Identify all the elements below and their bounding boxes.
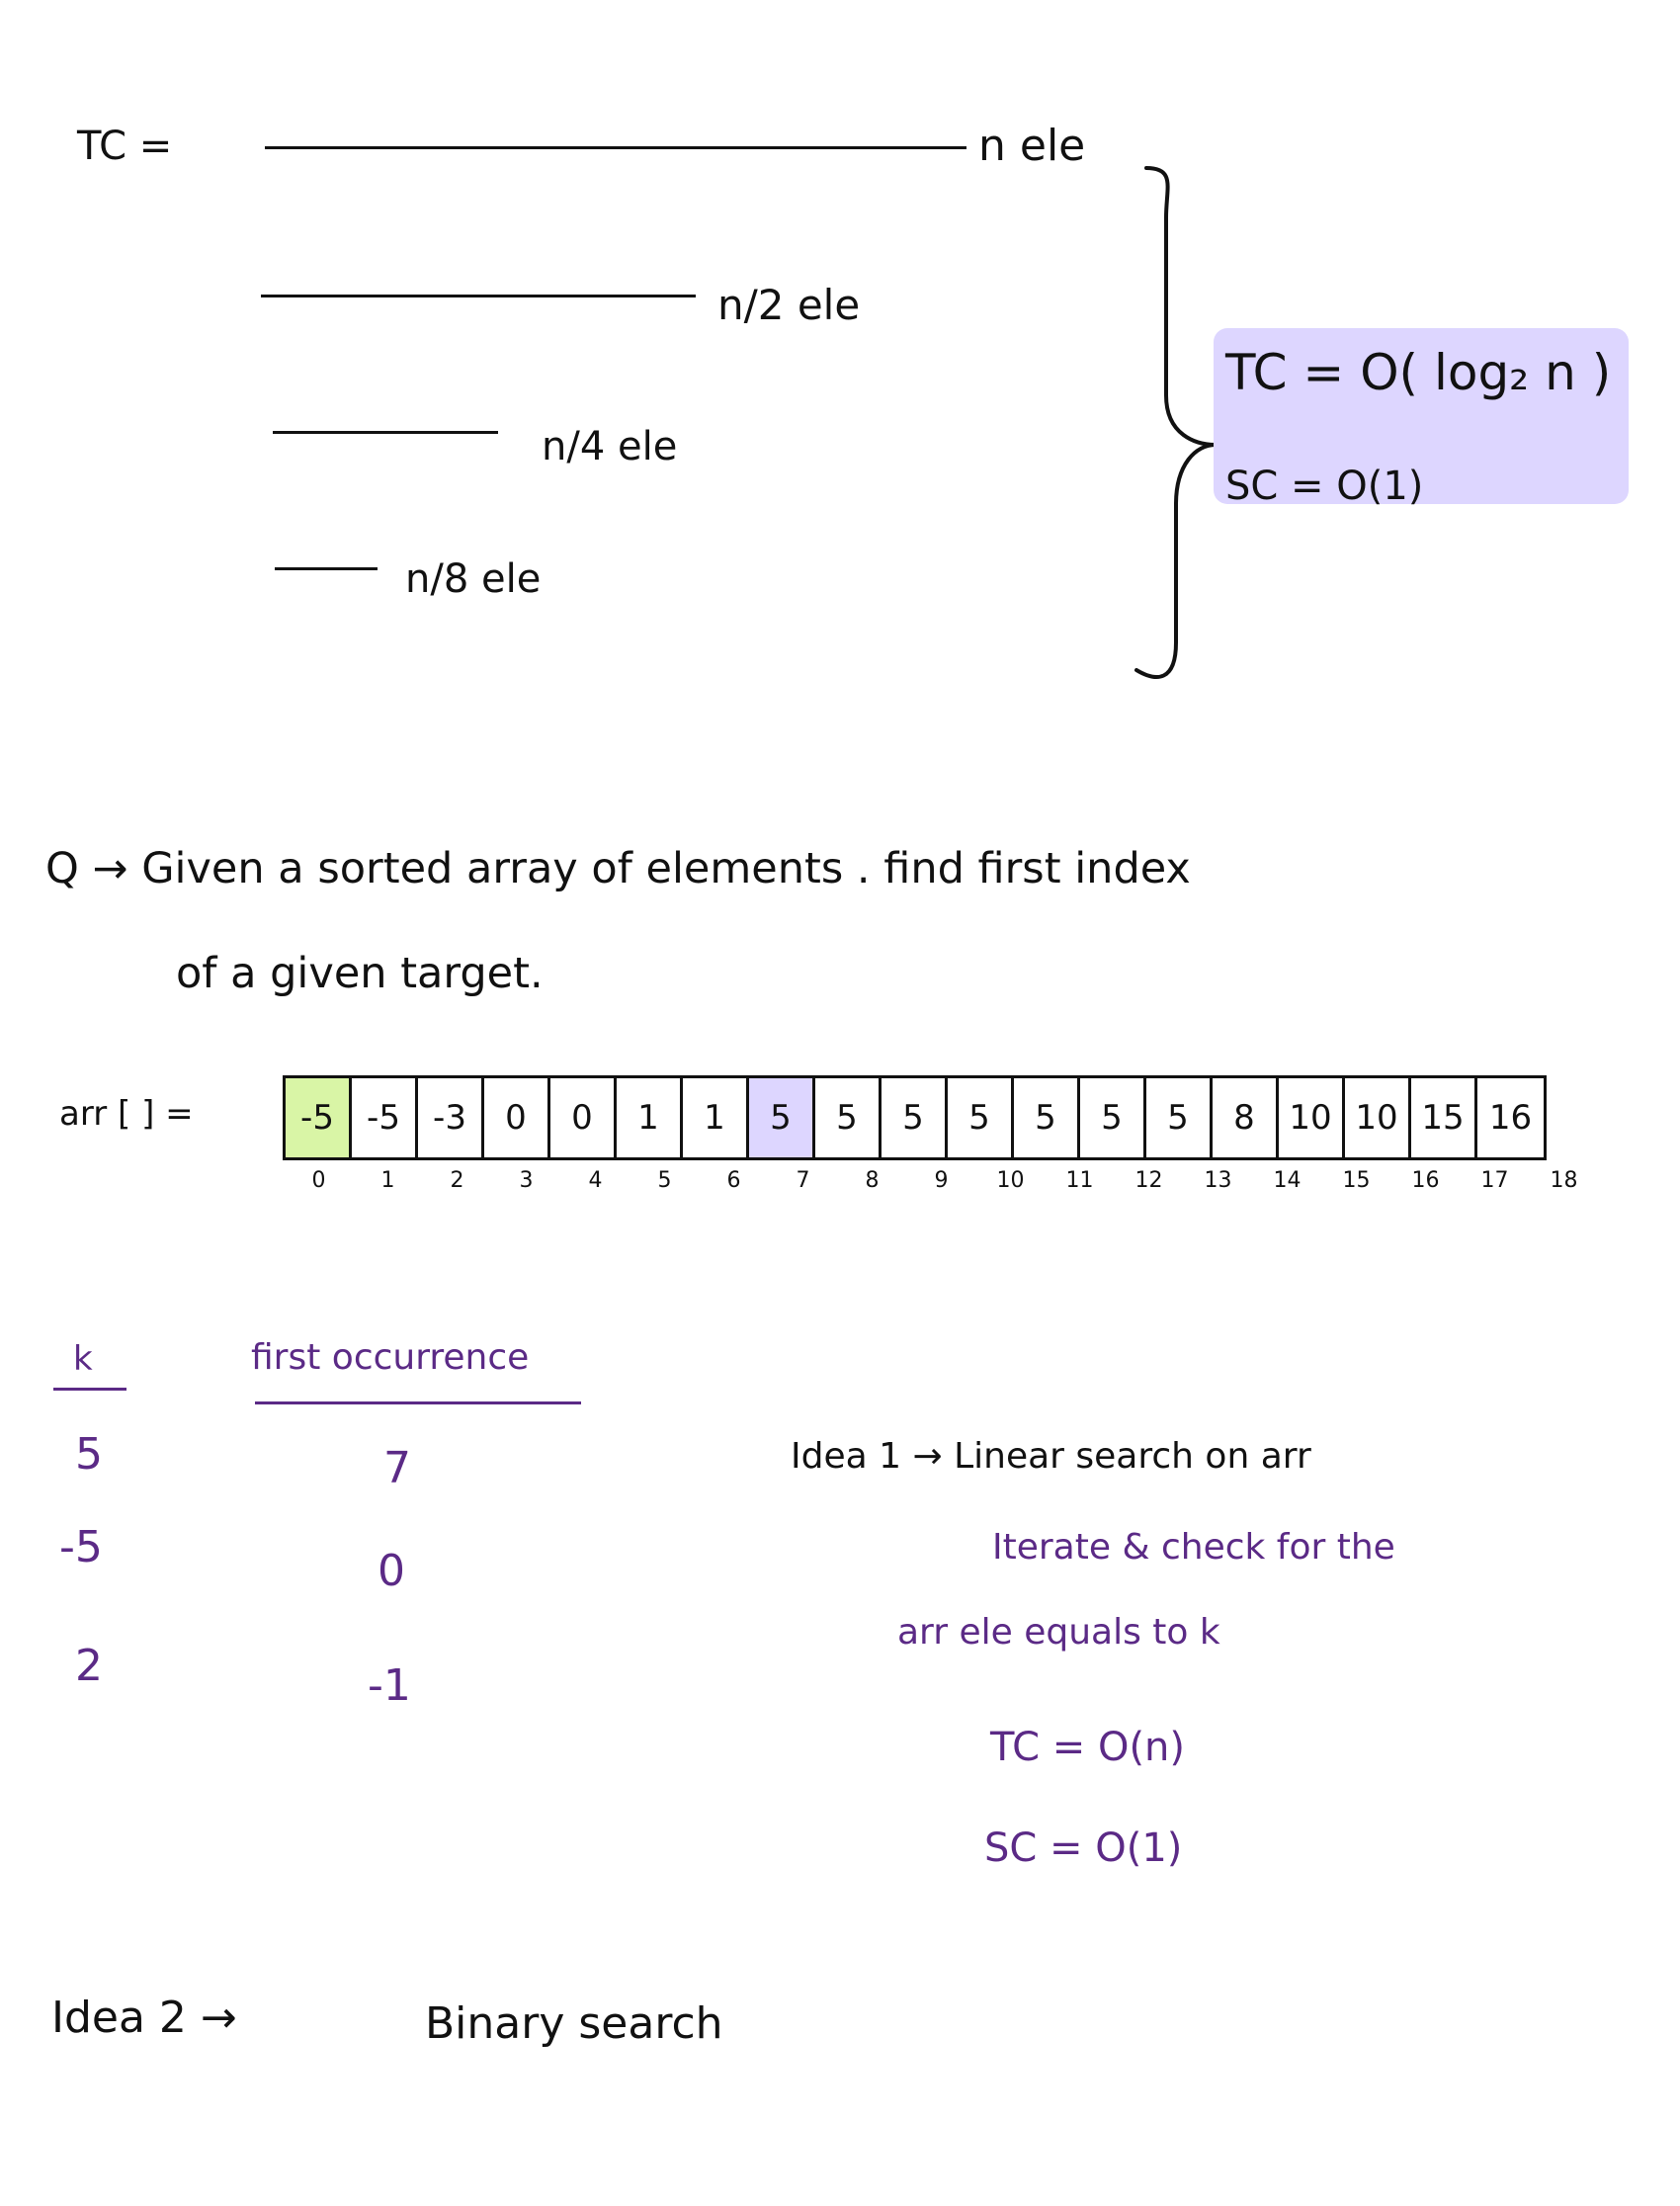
array-index: 9 xyxy=(934,1168,949,1193)
idea2-method: Binary search xyxy=(425,1998,723,2049)
array-cell: 10 xyxy=(1279,1078,1345,1157)
idea1-title: Idea 1 → Linear search on arr xyxy=(791,1436,1311,1477)
idea2-title: Idea 2 → xyxy=(51,1993,237,2043)
array-cell: 5 xyxy=(1014,1078,1080,1157)
level-label-3: n/4 ele xyxy=(542,424,678,469)
array-cell: -3 xyxy=(418,1078,484,1157)
level-line-2 xyxy=(261,295,696,297)
array-index: 13 xyxy=(1204,1168,1232,1193)
array-index: 7 xyxy=(796,1168,810,1193)
level-line-1 xyxy=(265,146,966,149)
array-cell: 1 xyxy=(683,1078,749,1157)
array-index: 14 xyxy=(1273,1168,1302,1193)
array-cell: 0 xyxy=(484,1078,550,1157)
array-index: 5 xyxy=(657,1168,672,1193)
table-header-k: k xyxy=(73,1339,93,1379)
array-cell: 5 xyxy=(1080,1078,1146,1157)
curly-brace-icon xyxy=(1087,148,1225,702)
table-row-2-k: -5 xyxy=(59,1522,103,1572)
array-index: 2 xyxy=(450,1168,464,1193)
array-index: 12 xyxy=(1134,1168,1163,1193)
array-index: 17 xyxy=(1480,1168,1509,1193)
array-cells xyxy=(283,1075,1547,1160)
array-cell: 16 xyxy=(1488,1098,1533,1138)
array-cell: 5 xyxy=(1146,1078,1213,1157)
array-cell: 5 xyxy=(882,1078,948,1157)
question-line-1: Q → Given a sorted array of elements . find first index xyxy=(45,844,1191,893)
level-label-2: n/2 ele xyxy=(717,281,861,329)
array-cell: 10 xyxy=(1345,1078,1411,1157)
level-label-4: n/8 ele xyxy=(405,556,542,602)
array-index: 16 xyxy=(1411,1168,1440,1193)
level-label-1: n ele xyxy=(978,121,1086,171)
array-cell: 5 xyxy=(749,1078,815,1157)
array-cell: -5 xyxy=(352,1078,418,1157)
array-cell: 5 xyxy=(948,1078,1014,1157)
complexity-tc: TC = O( log₂ n ) xyxy=(1225,344,1612,401)
array-cell: -5 xyxy=(286,1078,352,1157)
array-index: 8 xyxy=(865,1168,880,1193)
array-index: 4 xyxy=(588,1168,603,1193)
array-index: 1 xyxy=(380,1168,395,1193)
table-row-3-k: 2 xyxy=(75,1641,103,1691)
array-cell: 0 xyxy=(550,1078,617,1157)
array-index: 18 xyxy=(1550,1168,1578,1193)
array-index: 3 xyxy=(519,1168,534,1193)
level-line-3 xyxy=(273,431,498,434)
table-header-first: first occurrence xyxy=(251,1337,530,1378)
idea1-line-1: Iterate & check for the xyxy=(992,1527,1395,1568)
table-header-first-underline xyxy=(255,1401,581,1404)
table-row-2-first: 0 xyxy=(378,1546,405,1596)
table-row-1-k: 5 xyxy=(75,1429,103,1480)
array-index: 15 xyxy=(1342,1168,1371,1193)
array-index: 0 xyxy=(311,1168,326,1193)
table-header-k-underline xyxy=(53,1388,126,1391)
array-index: 11 xyxy=(1065,1168,1094,1193)
complexity-sc: SC = O(1) xyxy=(1225,464,1424,509)
array-cell: 1 xyxy=(617,1078,683,1157)
table-row-1-first: 7 xyxy=(383,1443,411,1493)
array-cell: 15 xyxy=(1411,1078,1477,1157)
idea1-tc: TC = O(n) xyxy=(990,1725,1186,1770)
array-index: 10 xyxy=(996,1168,1025,1193)
array-cell: 8 xyxy=(1213,1078,1279,1157)
tc-label: TC = xyxy=(77,124,173,169)
level-line-4 xyxy=(275,567,378,570)
array-label: arr [ ] = xyxy=(59,1094,194,1134)
idea1-line-2: arr ele equals to k xyxy=(897,1612,1220,1653)
question-line-2: of a given target. xyxy=(176,949,544,998)
array-cell: 5 xyxy=(815,1078,882,1157)
array-index: 6 xyxy=(726,1168,741,1193)
table-row-3-first: -1 xyxy=(368,1660,411,1711)
idea1-sc: SC = O(1) xyxy=(984,1825,1183,1871)
